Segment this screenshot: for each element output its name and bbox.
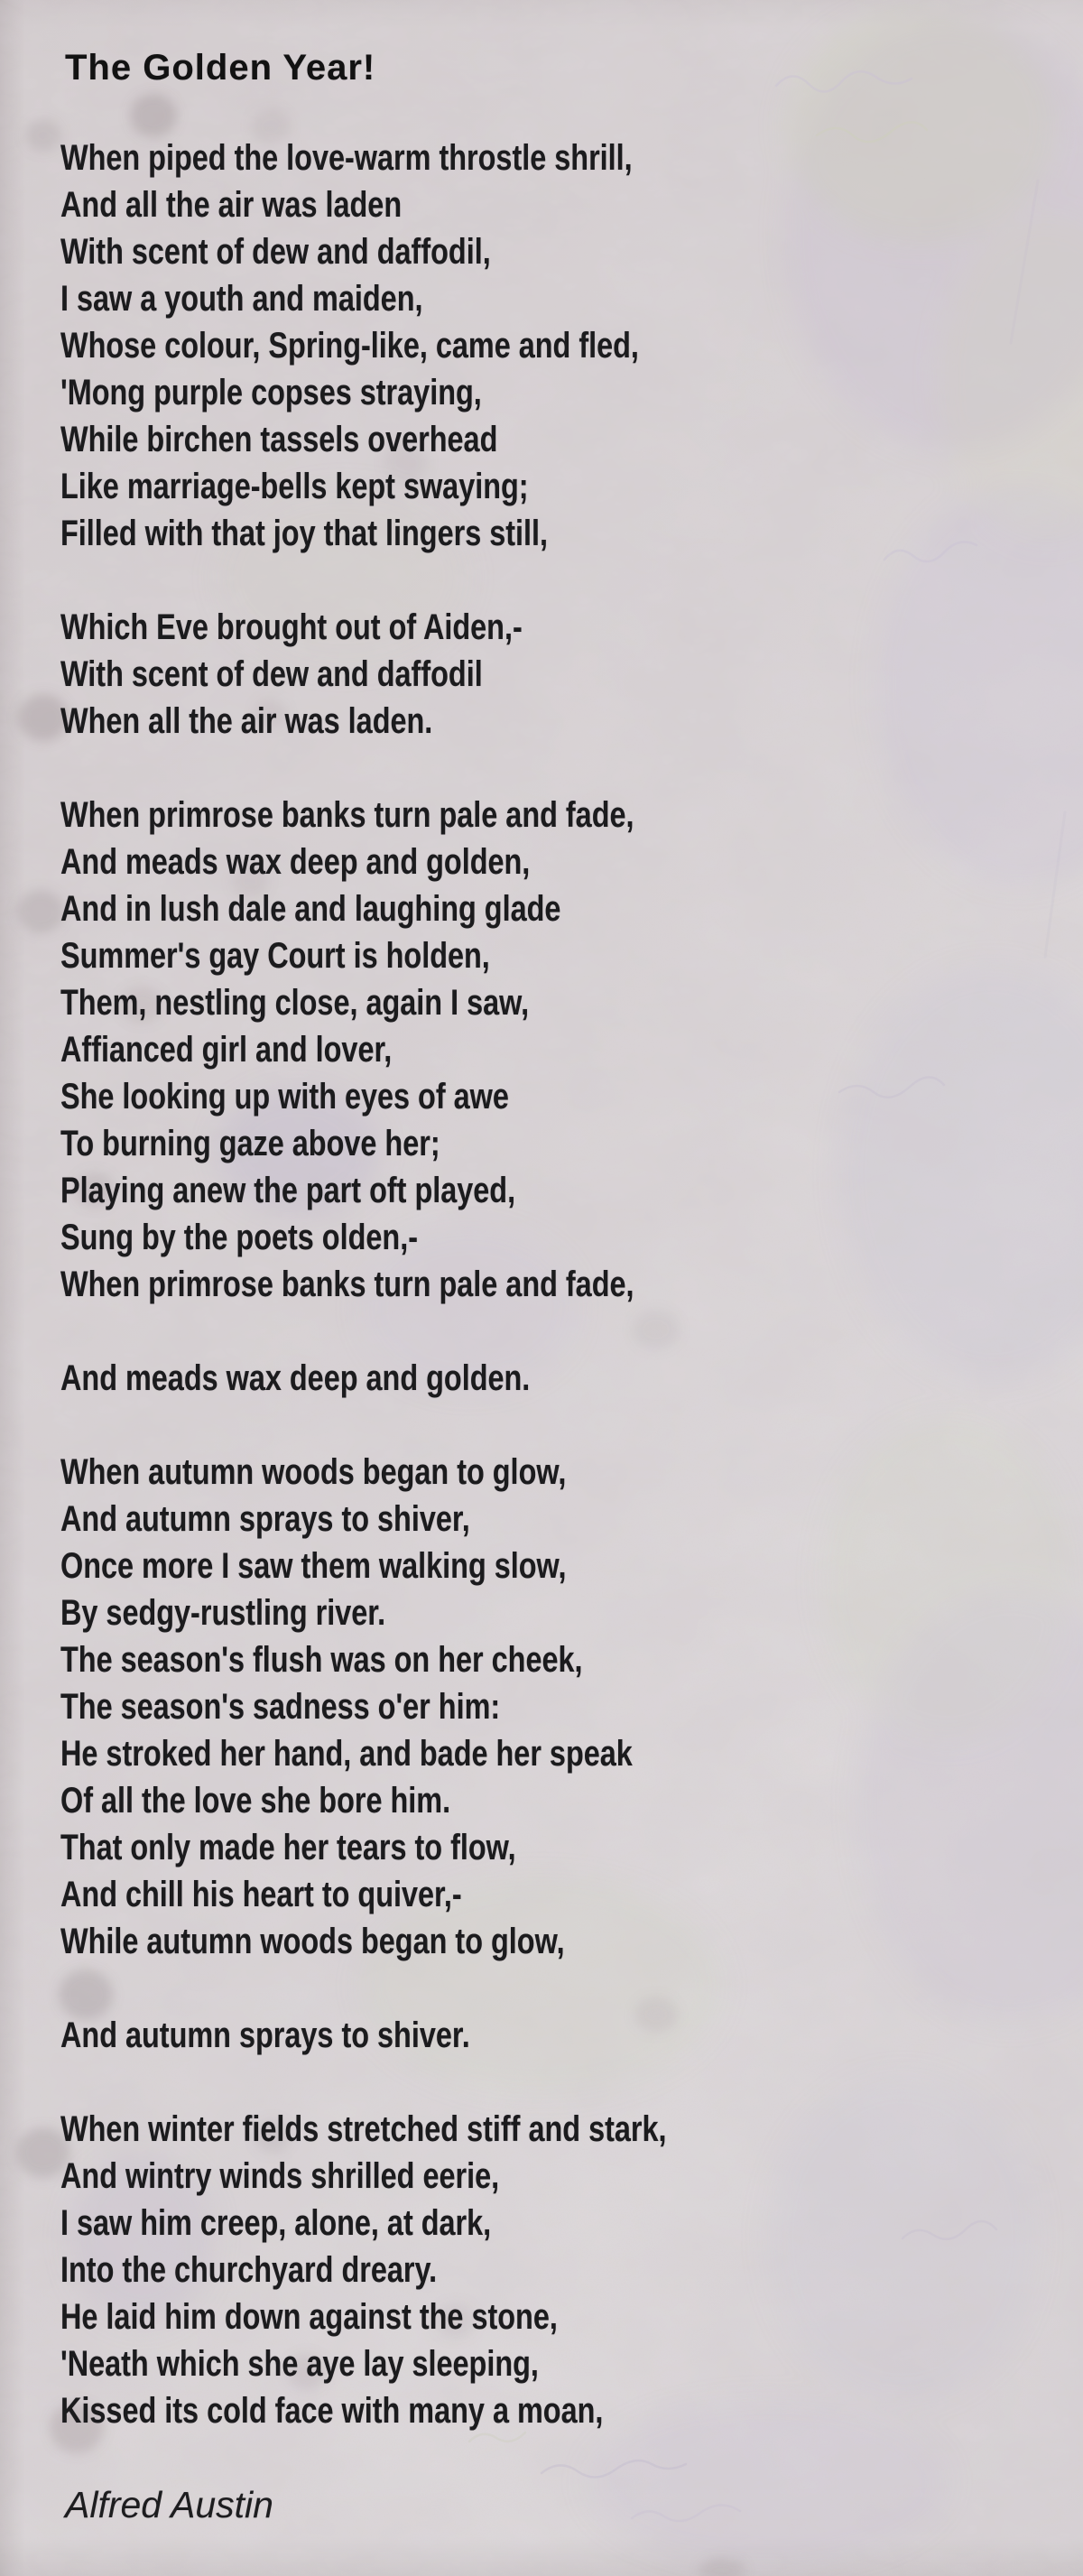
poem-line: While birchen tassels overhead xyxy=(60,420,498,459)
poem-line: And meads wax deep and golden, xyxy=(60,842,531,882)
poem-line: When autumn woods began to glow, xyxy=(60,1452,567,1492)
poem-line: He stroked her hand, and bade her speak xyxy=(60,1734,633,1774)
poem-line: Sung by the poets olden,- xyxy=(60,1218,419,1257)
poem-body xyxy=(60,134,1056,2434)
stanza xyxy=(60,2106,1056,2434)
stanza xyxy=(60,1355,1056,1402)
poem-line: 'Mong purple copses straying, xyxy=(60,373,482,412)
poem-line: And in lush dale and laughing glade xyxy=(60,889,561,929)
poem-line: He laid him down against the stone, xyxy=(60,2297,558,2337)
poem-line: Playing anew the part oft played, xyxy=(60,1171,516,1210)
poem-line: And wintry winds shrilled eerie, xyxy=(60,2156,500,2196)
poem-line: With scent of dew and daffodil xyxy=(60,654,483,694)
poem-line: And meads wax deep and golden. xyxy=(60,1358,531,1398)
poem-line: And chill his heart to quiver,- xyxy=(60,1875,462,1914)
poem-line: Them, nestling close, again I saw, xyxy=(60,983,530,1023)
poem-author: Alfred Austin xyxy=(65,2484,273,2525)
poem-line: To burning gaze above her; xyxy=(60,1124,440,1163)
stanza xyxy=(60,1449,1056,1965)
poem-line: When winter fields stretched stiff and stark, xyxy=(60,2109,667,2149)
stanza xyxy=(60,792,1056,1308)
poem-line: When primrose banks turn pale and fade, xyxy=(60,1265,634,1304)
stanza xyxy=(60,604,1056,745)
poem-line: I saw him creep, alone, at dark, xyxy=(60,2203,492,2243)
poem-line: And autumn sprays to shiver, xyxy=(60,1499,470,1539)
poem-line: When primrose banks turn pale and fade, xyxy=(60,795,634,835)
poem-line: She looking up with eyes of awe xyxy=(60,1077,509,1117)
poem-line: While autumn woods began to glow, xyxy=(60,1922,565,1961)
poem-line: I saw a youth and maiden, xyxy=(60,279,423,319)
poem-line: Of all the love she bore him. xyxy=(60,1781,451,1821)
stanza xyxy=(60,2012,1056,2059)
poem-line: Affianced girl and lover, xyxy=(60,1030,393,1070)
poem-line: Once more I saw them walking slow, xyxy=(60,1546,567,1586)
poem-line: And all the air was laden xyxy=(60,185,403,225)
poem-line: Summer's gay Court is holden, xyxy=(60,936,490,976)
poem-line: When all the air was laden. xyxy=(60,701,433,741)
poem-line: 'Neath which she aye lay sleeping, xyxy=(60,2344,539,2384)
poem-line: Like marriage-bells kept swaying; xyxy=(60,467,529,506)
poem-line: Which Eve brought out of Aiden,- xyxy=(60,607,523,647)
poem-line: Whose colour, Spring-like, came and fled, xyxy=(60,326,639,366)
poem-line: Kissed its cold face with many a moan, xyxy=(60,2391,604,2431)
stanza xyxy=(60,134,1056,557)
poem-line: When piped the love-warm throstle shrill, xyxy=(60,138,633,178)
poem-title: The Golden Year! xyxy=(65,48,376,88)
poem-line: With scent of dew and daffodil, xyxy=(60,232,491,272)
poem-line: And autumn sprays to shiver. xyxy=(60,2015,470,2055)
poem-line: By sedgy-rustling river. xyxy=(60,1593,386,1633)
poem-line: Into the churchyard dreary. xyxy=(60,2250,438,2290)
poem-line: The season's flush was on her cheek, xyxy=(60,1640,583,1680)
poem-line: Filled with that joy that lingers still, xyxy=(60,514,549,553)
poem-line: That only made her tears to flow, xyxy=(60,1828,516,1867)
poem-line: The season's sadness o'er him: xyxy=(60,1687,501,1727)
